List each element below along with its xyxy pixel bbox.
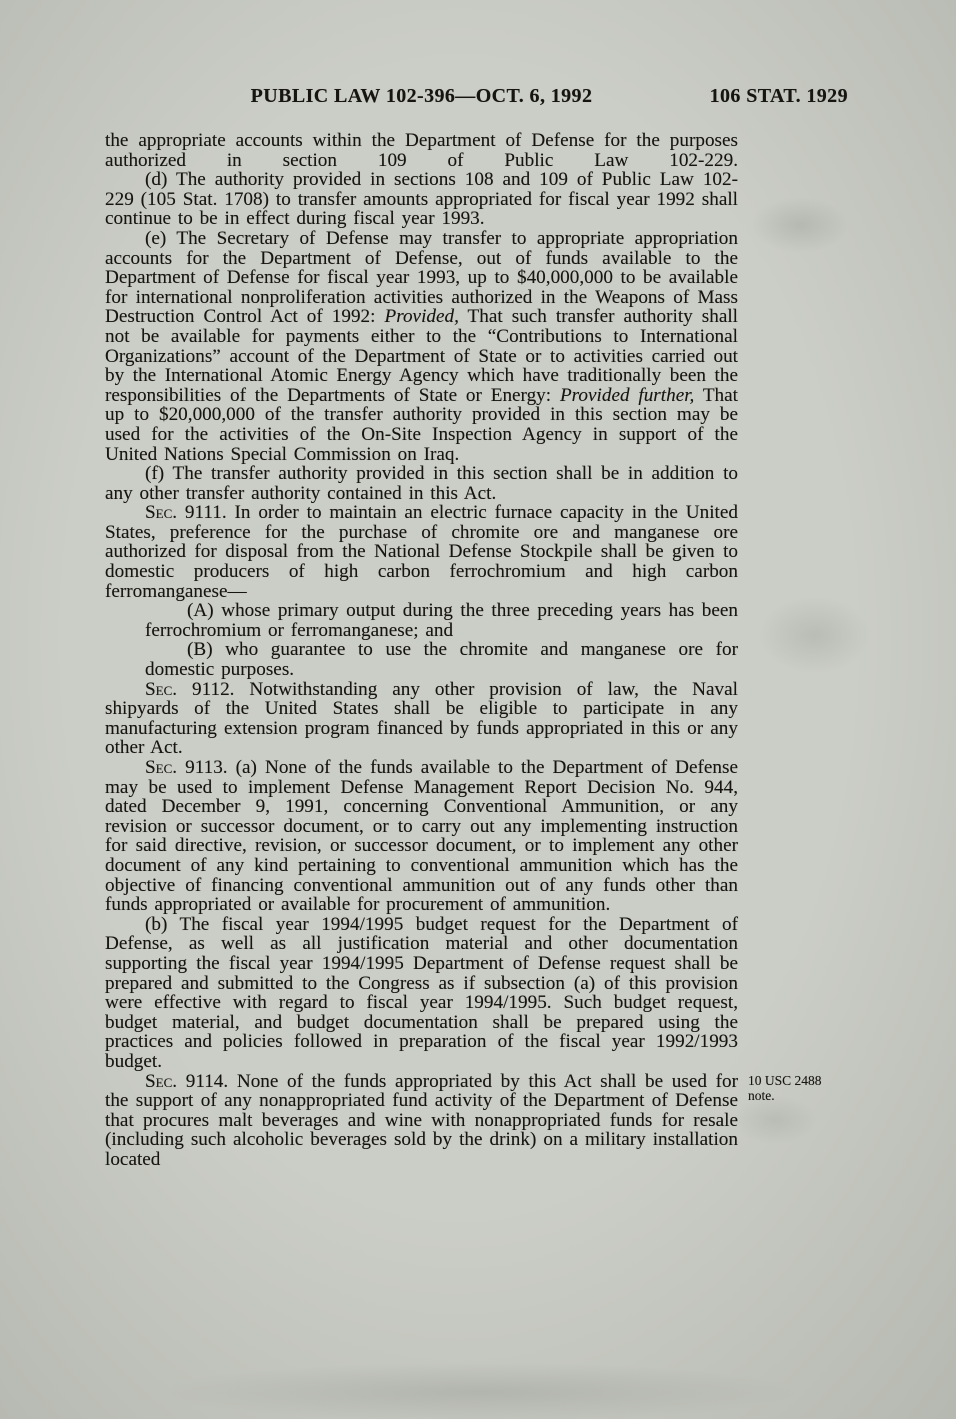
text-run: Provided further, [559,384,695,406]
text-run: (A) whose primary output during the three preceding years has been ferrochromium or ferromanganese; and [145,600,738,641]
text-run: That up to $20,000,000 of the transfer authority provided in this section may be used for the activities of the On-Site Inspection Agency in support of the United Nations Special Commission on Iraq. [105,384,738,465]
running-head [0,85,956,111]
paragraph [145,601,738,640]
paragraph [105,503,738,601]
text-run: (b) The fiscal year 1994/1995 budget request for the Department of Defense, as well as all justification material and other documentation supporting the fiscal year 1994/1995 Department of Defense request shall be prepared and submitted to the Congress as if subsection (a) of this provision were effective with regard to fiscal year 1994/1995. Such budget request, budget material, and budget documentation shall be prepared using the practices and policies followed in preparation of the fiscal year 1992/1993 budget. [105,913,738,1072]
text-run: (d) The authority provided in sections 108 and 109 of Public Law 102-229 (105 Stat. 1708) to transfer amounts appropriated for fiscal year 1992 shall continue to be in effect during fiscal year 1993. [105,169,738,230]
text-run: (f) The transfer authority provided in this section shall be in addition to any other transfer authority contained in this Act. [105,463,738,504]
paragraph [105,680,738,758]
text-run: Sec. 9114. [145,1070,229,1092]
text-run: None of the funds appropriated by this Act shall be used for the support of any nonappropriated fund activity of the Department of Defense that procures malt beverages and wine with nonappropriated funds for resale (including such alcoholic beverages sold by the drink) on a military installation located [105,1070,738,1170]
text-run: the appropriate accounts within the Department of Defense for the purposes authorized in section 109 of Public Law 102-229. [105,130,738,171]
text-run: In order to maintain an electric furnace capacity in the United States, preference for the purchase of chromite ore and manganese ore authorized for disposal from the National Defense Stockpile shall be given to domestic producers of high carbon ferrochromium and high carbon ferromanganese— [105,502,739,602]
paragraph [105,229,738,464]
paragraph [105,131,738,170]
paragraph [105,915,738,1072]
text-run: Notwithstanding any other provision of law, the Naval shipyards of the United States shall be eligible to participate in any manufacturing extension program financed by funds appropriated in this or any other Act. [105,678,738,759]
text-run: (a) None of the funds available to the Department of Defense may be used to implement Defense Management Report Decision No. 944, dated December 9, 1991, concerning Conventional Ammunition, or any revision or successor document, or to carry out any implementing instruction for said directive, revision, or successor document, or to implement any other document of any kind pertaining to conventional ammunition which has the objective of financing conventional ammunition out of any funds other than funds appropriated or available for procurement of ammunition. [105,757,738,916]
text-run: (e) The Secretary of Defense may transfer to appropriate appropriation accounts for the Department of Defense, out of funds available to the Department of Defense for fiscal year 1993, up to $40,000,000 to be available for international nonproliferation activities authorized in the Weapons of Mass Destruction Control Act of 1992: [105,227,738,328]
paragraph [105,758,738,915]
text-run: Sec. 9111. [145,502,227,524]
paragraph [105,170,738,229]
text-run: Sec. 9113. [145,757,228,778]
margin-note-usc-citation: 10 USC 2488 note. [748,1072,822,1103]
running-head-stat-citation: 106 STAT. 1929 [709,85,848,107]
paragraph [105,1070,822,1170]
text-run: That such transfer authority shall not be available for payments either to the “Contributions to International Organizations” account of the Department of State or to activities carried out by the International Atomic Energy Agency which have traditionally been the responsibilities of the Departments of State or Energy: [105,306,738,406]
paragraph [105,464,738,503]
statute-body [105,130,822,1170]
running-head-title: PUBLIC LAW 102-396—OCT. 6, 1992 [250,85,593,107]
text-run: Sec. 9112. [145,678,235,700]
text-run: Provided, [384,306,459,328]
text-run: (B) who guarantee to use the chromite and manganese ore for domestic purposes. [145,639,738,681]
paragraph [145,640,738,679]
